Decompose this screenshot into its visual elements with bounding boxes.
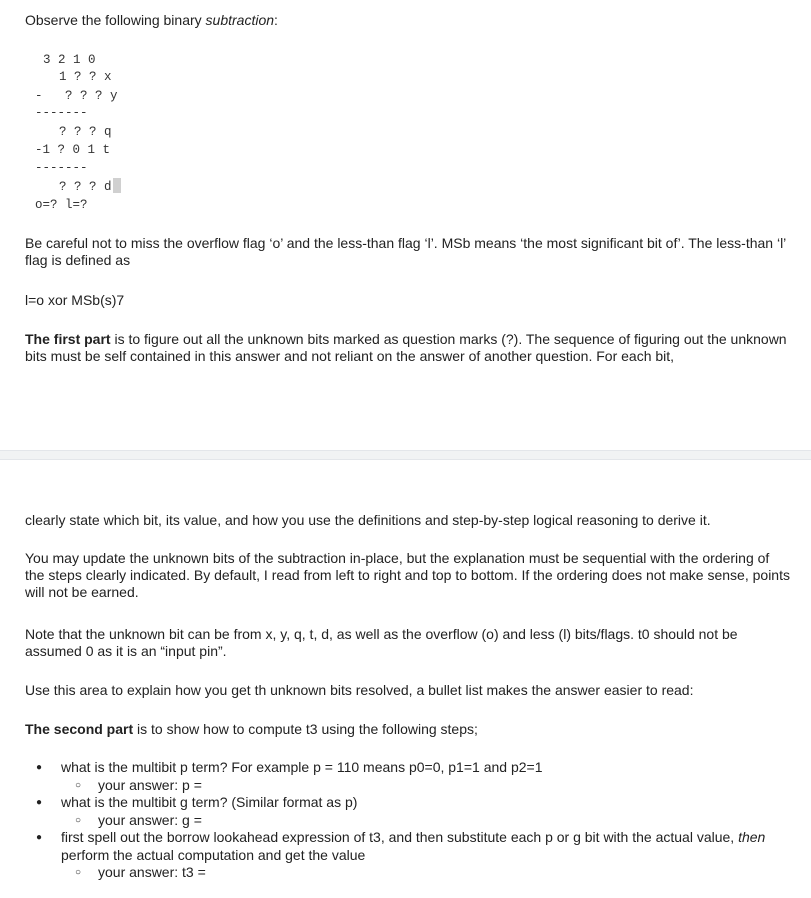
first-part-paragraph: The first part is to figure out all the unknown bits marked as question marks (?). The sequence of figuring out the unknown bits must be self contained in this answer and not reliant on the answer of another question. For each bit, xyxy=(25,331,787,364)
minuend-row: 1 ? ? x xyxy=(59,70,112,84)
bit-index-row: 3 2 1 0 xyxy=(43,53,96,67)
text-cursor xyxy=(113,178,121,193)
t3-answer-line: ○ your answer: t3 = xyxy=(61,864,790,882)
second-part-paragraph: The second part is to show how to compute t3 using the following steps; xyxy=(25,721,478,737)
rule-line-2: ------- xyxy=(35,161,88,175)
note-paragraph: Note that the unknown bit can be from x, y, q, t, d, as well as the overflow (o) and less (l) bits/flags. t0 should not be assumed 0 as it is an “input pin”. xyxy=(25,626,738,659)
d-row xyxy=(59,178,121,196)
t-row: -1 ? 0 1 t xyxy=(35,143,111,157)
intro-text: Observe the following binary subtraction: xyxy=(25,12,278,28)
rule-line-1: ------- xyxy=(35,106,88,120)
less-than-formula: l=o xor MSb(s)7 xyxy=(25,292,125,308)
list-item xyxy=(25,829,790,882)
update-paragraph: You may update the unknown bits of the subtraction in-place, but the explanation must be sequential with the ordering of the steps clearly indicated. By default, I read from left to right and top to bottom. If the ordering does not make sense, points will not be earned. xyxy=(25,550,790,600)
p-answer-line: ○ your answer: p = xyxy=(61,777,790,795)
continued-paragraph: clearly state which bit, its value, and how you use the definitions and step-by-step logical reasoning to derive it. xyxy=(25,512,711,528)
page-separator xyxy=(0,450,811,460)
q-row: ? ? ? q xyxy=(59,125,112,139)
answer-area-paragraph: Use this area to explain how you get th unknown bits resolved, a bullet list makes the answer easier to read: xyxy=(25,682,694,698)
flags-row: o=? l=? xyxy=(35,198,88,212)
list-item xyxy=(25,794,790,829)
p-term-question: what is the multibit p term? For example p = 110 means p0=0, p1=1 and p2=1 xyxy=(61,759,543,775)
list-item xyxy=(25,759,790,794)
g-answer-line: ○ your answer: g = xyxy=(61,812,790,830)
d-row-text: ? ? ? d xyxy=(59,180,112,194)
g-term-question: what is the multibit g term? (Similar format as p) xyxy=(61,794,358,810)
careful-paragraph: Be careful not to miss the overflow flag ‘o’ and the less-than flag ‘l’. MSb means ‘the most significant bit of’. The less-than ‘l’ flag is defined as xyxy=(25,235,786,268)
steps-list xyxy=(25,759,790,882)
t3-question: first spell out the borrow lookahead expression of t3, and then substitute each p or g bit with the actual value, then perform the actual computation and get the value xyxy=(61,829,766,863)
subtrahend-row: - ? ? ? y xyxy=(35,89,118,103)
